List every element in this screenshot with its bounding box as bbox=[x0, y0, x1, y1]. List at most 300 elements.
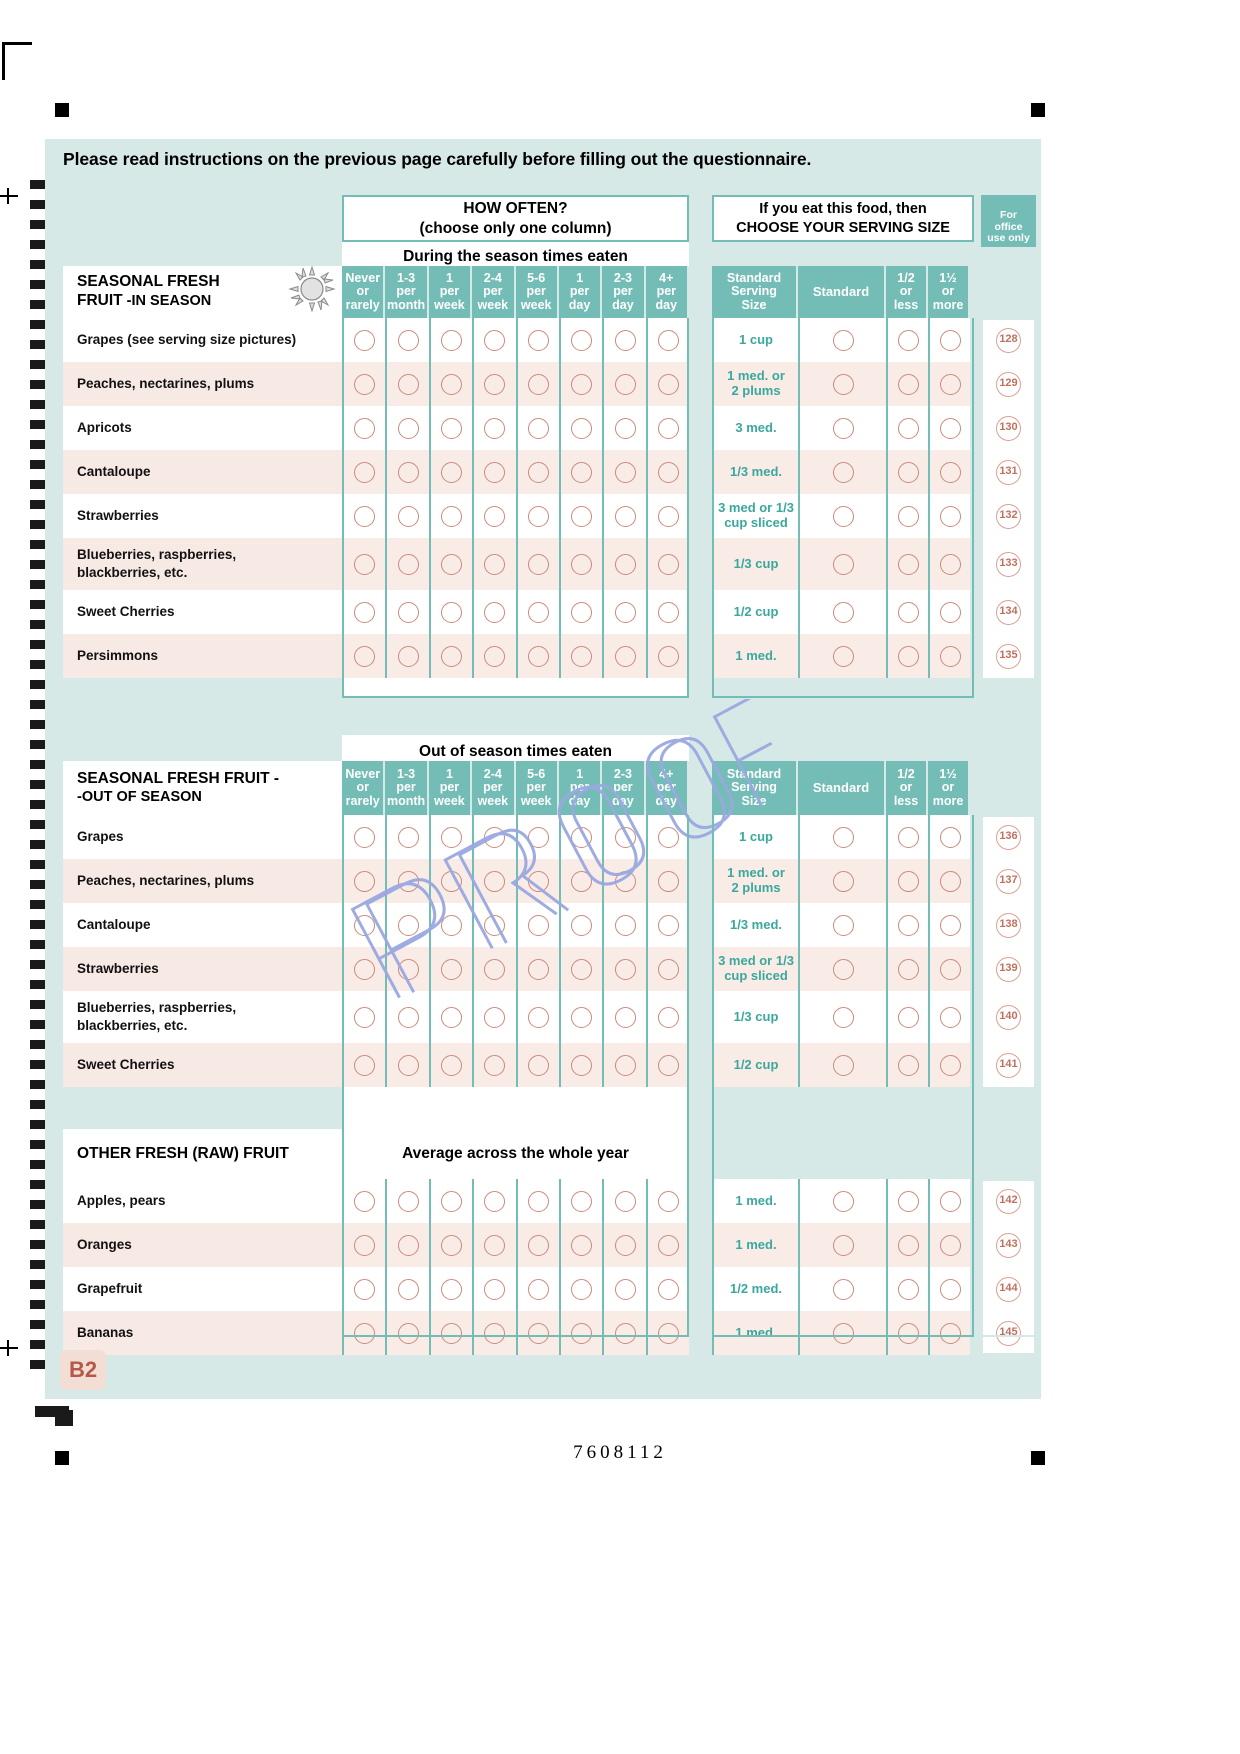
radio-bubble[interactable] bbox=[398, 1007, 419, 1028]
radio-bubble[interactable] bbox=[658, 1007, 679, 1028]
serving-half-or-less-cell[interactable] bbox=[886, 815, 928, 859]
frequency-option-cell[interactable] bbox=[342, 538, 385, 590]
serving-half-or-less-cell[interactable] bbox=[886, 1267, 928, 1311]
radio-bubble[interactable] bbox=[940, 1279, 961, 1300]
radio-bubble[interactable] bbox=[615, 374, 636, 395]
radio-bubble[interactable] bbox=[658, 871, 679, 892]
radio-bubble[interactable] bbox=[528, 462, 549, 483]
frequency-option-cell[interactable] bbox=[559, 947, 602, 991]
radio-bubble[interactable] bbox=[898, 1191, 919, 1212]
radio-bubble[interactable] bbox=[528, 374, 549, 395]
frequency-option-cell[interactable] bbox=[559, 494, 602, 538]
serving-one-and-half-or-more-cell[interactable] bbox=[928, 991, 970, 1043]
serving-one-and-half-or-more-cell[interactable] bbox=[928, 1179, 970, 1223]
radio-bubble[interactable] bbox=[484, 330, 505, 351]
radio-bubble[interactable] bbox=[484, 915, 505, 936]
radio-bubble[interactable] bbox=[940, 915, 961, 936]
radio-bubble[interactable] bbox=[615, 1007, 636, 1028]
frequency-option-cell[interactable] bbox=[429, 903, 472, 947]
radio-bubble[interactable] bbox=[354, 1235, 375, 1256]
frequency-option-cell[interactable] bbox=[472, 590, 515, 634]
serving-standard-cell[interactable] bbox=[798, 1267, 886, 1311]
frequency-option-cell[interactable] bbox=[516, 634, 559, 678]
radio-bubble[interactable] bbox=[615, 554, 636, 575]
frequency-option-cell[interactable] bbox=[385, 494, 428, 538]
radio-bubble[interactable] bbox=[528, 1007, 549, 1028]
frequency-option-cell[interactable] bbox=[646, 947, 689, 991]
radio-bubble[interactable] bbox=[398, 462, 419, 483]
serving-one-and-half-or-more-cell[interactable] bbox=[928, 815, 970, 859]
radio-bubble[interactable] bbox=[484, 1007, 505, 1028]
radio-bubble[interactable] bbox=[484, 1235, 505, 1256]
radio-bubble[interactable] bbox=[898, 418, 919, 439]
radio-bubble[interactable] bbox=[615, 462, 636, 483]
radio-bubble[interactable] bbox=[940, 1191, 961, 1212]
radio-bubble[interactable] bbox=[658, 646, 679, 667]
serving-half-or-less-cell[interactable] bbox=[886, 991, 928, 1043]
frequency-option-cell[interactable] bbox=[385, 859, 428, 903]
frequency-option-cell[interactable] bbox=[602, 1267, 645, 1311]
radio-bubble[interactable] bbox=[528, 1279, 549, 1300]
radio-bubble[interactable] bbox=[528, 554, 549, 575]
serving-standard-cell[interactable] bbox=[798, 538, 886, 590]
frequency-option-cell[interactable] bbox=[385, 947, 428, 991]
frequency-option-cell[interactable] bbox=[342, 947, 385, 991]
radio-bubble[interactable] bbox=[833, 462, 854, 483]
frequency-option-cell[interactable] bbox=[646, 634, 689, 678]
radio-bubble[interactable] bbox=[833, 1055, 854, 1076]
radio-bubble[interactable] bbox=[528, 1191, 549, 1212]
radio-bubble[interactable] bbox=[484, 374, 505, 395]
radio-bubble[interactable] bbox=[940, 827, 961, 848]
radio-bubble[interactable] bbox=[898, 554, 919, 575]
radio-bubble[interactable] bbox=[940, 646, 961, 667]
frequency-option-cell[interactable] bbox=[429, 494, 472, 538]
frequency-option-cell[interactable] bbox=[385, 815, 428, 859]
frequency-option-cell[interactable] bbox=[385, 634, 428, 678]
frequency-option-cell[interactable] bbox=[429, 859, 472, 903]
frequency-option-cell[interactable] bbox=[429, 1311, 472, 1355]
frequency-option-cell[interactable] bbox=[472, 318, 515, 362]
frequency-option-cell[interactable] bbox=[342, 318, 385, 362]
radio-bubble[interactable] bbox=[833, 827, 854, 848]
frequency-option-cell[interactable] bbox=[516, 991, 559, 1043]
radio-bubble[interactable] bbox=[615, 330, 636, 351]
radio-bubble[interactable] bbox=[833, 1279, 854, 1300]
radio-bubble[interactable] bbox=[354, 1279, 375, 1300]
frequency-option-cell[interactable] bbox=[342, 634, 385, 678]
radio-bubble[interactable] bbox=[528, 915, 549, 936]
radio-bubble[interactable] bbox=[571, 1235, 592, 1256]
frequency-option-cell[interactable] bbox=[429, 991, 472, 1043]
frequency-option-cell[interactable] bbox=[602, 450, 645, 494]
frequency-option-cell[interactable] bbox=[516, 450, 559, 494]
radio-bubble[interactable] bbox=[898, 1007, 919, 1028]
frequency-option-cell[interactable] bbox=[559, 859, 602, 903]
frequency-option-cell[interactable] bbox=[516, 815, 559, 859]
radio-bubble[interactable] bbox=[484, 959, 505, 980]
radio-bubble[interactable] bbox=[833, 554, 854, 575]
radio-bubble[interactable] bbox=[571, 871, 592, 892]
radio-bubble[interactable] bbox=[354, 871, 375, 892]
frequency-option-cell[interactable] bbox=[646, 815, 689, 859]
serving-standard-cell[interactable] bbox=[798, 903, 886, 947]
radio-bubble[interactable] bbox=[398, 418, 419, 439]
radio-bubble[interactable] bbox=[898, 959, 919, 980]
frequency-option-cell[interactable] bbox=[472, 634, 515, 678]
radio-bubble[interactable] bbox=[898, 646, 919, 667]
radio-bubble[interactable] bbox=[615, 959, 636, 980]
radio-bubble[interactable] bbox=[940, 330, 961, 351]
radio-bubble[interactable] bbox=[441, 1191, 462, 1212]
radio-bubble[interactable] bbox=[571, 602, 592, 623]
radio-bubble[interactable] bbox=[484, 1191, 505, 1212]
serving-half-or-less-cell[interactable] bbox=[886, 859, 928, 903]
radio-bubble[interactable] bbox=[571, 554, 592, 575]
radio-bubble[interactable] bbox=[528, 959, 549, 980]
radio-bubble[interactable] bbox=[571, 1055, 592, 1076]
serving-standard-cell[interactable] bbox=[798, 362, 886, 406]
radio-bubble[interactable] bbox=[398, 1235, 419, 1256]
frequency-option-cell[interactable] bbox=[385, 538, 428, 590]
frequency-option-cell[interactable] bbox=[602, 494, 645, 538]
frequency-option-cell[interactable] bbox=[559, 590, 602, 634]
radio-bubble[interactable] bbox=[441, 646, 462, 667]
radio-bubble[interactable] bbox=[484, 871, 505, 892]
radio-bubble[interactable] bbox=[898, 915, 919, 936]
frequency-option-cell[interactable] bbox=[429, 318, 472, 362]
radio-bubble[interactable] bbox=[354, 462, 375, 483]
radio-bubble[interactable] bbox=[571, 827, 592, 848]
radio-bubble[interactable] bbox=[940, 418, 961, 439]
radio-bubble[interactable] bbox=[833, 915, 854, 936]
radio-bubble[interactable] bbox=[441, 506, 462, 527]
frequency-option-cell[interactable] bbox=[602, 1043, 645, 1087]
radio-bubble[interactable] bbox=[833, 1007, 854, 1028]
frequency-option-cell[interactable] bbox=[602, 406, 645, 450]
radio-bubble[interactable] bbox=[354, 554, 375, 575]
frequency-option-cell[interactable] bbox=[429, 1043, 472, 1087]
serving-standard-cell[interactable] bbox=[798, 450, 886, 494]
radio-bubble[interactable] bbox=[658, 554, 679, 575]
radio-bubble[interactable] bbox=[441, 462, 462, 483]
frequency-option-cell[interactable] bbox=[342, 991, 385, 1043]
radio-bubble[interactable] bbox=[441, 1279, 462, 1300]
radio-bubble[interactable] bbox=[615, 506, 636, 527]
serving-half-or-less-cell[interactable] bbox=[886, 903, 928, 947]
serving-standard-cell[interactable] bbox=[798, 406, 886, 450]
frequency-option-cell[interactable] bbox=[559, 1267, 602, 1311]
radio-bubble[interactable] bbox=[940, 1235, 961, 1256]
radio-bubble[interactable] bbox=[441, 1323, 462, 1344]
radio-bubble[interactable] bbox=[571, 418, 592, 439]
frequency-option-cell[interactable] bbox=[429, 634, 472, 678]
radio-bubble[interactable] bbox=[658, 1279, 679, 1300]
radio-bubble[interactable] bbox=[354, 827, 375, 848]
frequency-option-cell[interactable] bbox=[342, 494, 385, 538]
radio-bubble[interactable] bbox=[571, 959, 592, 980]
frequency-option-cell[interactable] bbox=[602, 903, 645, 947]
serving-one-and-half-or-more-cell[interactable] bbox=[928, 1223, 970, 1267]
radio-bubble[interactable] bbox=[615, 646, 636, 667]
radio-bubble[interactable] bbox=[528, 506, 549, 527]
frequency-option-cell[interactable] bbox=[559, 538, 602, 590]
serving-half-or-less-cell[interactable] bbox=[886, 634, 928, 678]
frequency-option-cell[interactable] bbox=[559, 634, 602, 678]
frequency-option-cell[interactable] bbox=[602, 538, 645, 590]
radio-bubble[interactable] bbox=[940, 959, 961, 980]
frequency-option-cell[interactable] bbox=[429, 362, 472, 406]
radio-bubble[interactable] bbox=[898, 1323, 919, 1344]
frequency-option-cell[interactable] bbox=[646, 991, 689, 1043]
serving-one-and-half-or-more-cell[interactable] bbox=[928, 494, 970, 538]
serving-one-and-half-or-more-cell[interactable] bbox=[928, 947, 970, 991]
frequency-option-cell[interactable] bbox=[646, 590, 689, 634]
radio-bubble[interactable] bbox=[398, 330, 419, 351]
radio-bubble[interactable] bbox=[484, 1323, 505, 1344]
frequency-option-cell[interactable] bbox=[472, 991, 515, 1043]
frequency-option-cell[interactable] bbox=[516, 538, 559, 590]
radio-bubble[interactable] bbox=[898, 330, 919, 351]
frequency-option-cell[interactable] bbox=[559, 1179, 602, 1223]
frequency-option-cell[interactable] bbox=[342, 903, 385, 947]
frequency-option-cell[interactable] bbox=[342, 1311, 385, 1355]
radio-bubble[interactable] bbox=[398, 1055, 419, 1076]
frequency-option-cell[interactable] bbox=[342, 815, 385, 859]
serving-half-or-less-cell[interactable] bbox=[886, 590, 928, 634]
frequency-option-cell[interactable] bbox=[342, 450, 385, 494]
frequency-option-cell[interactable] bbox=[646, 1179, 689, 1223]
serving-standard-cell[interactable] bbox=[798, 947, 886, 991]
radio-bubble[interactable] bbox=[398, 1191, 419, 1212]
radio-bubble[interactable] bbox=[528, 1235, 549, 1256]
serving-one-and-half-or-more-cell[interactable] bbox=[928, 362, 970, 406]
frequency-option-cell[interactable] bbox=[385, 1311, 428, 1355]
frequency-option-cell[interactable] bbox=[472, 1179, 515, 1223]
frequency-option-cell[interactable] bbox=[342, 1267, 385, 1311]
radio-bubble[interactable] bbox=[940, 506, 961, 527]
frequency-option-cell[interactable] bbox=[385, 1223, 428, 1267]
radio-bubble[interactable] bbox=[441, 871, 462, 892]
radio-bubble[interactable] bbox=[658, 330, 679, 351]
radio-bubble[interactable] bbox=[898, 602, 919, 623]
serving-standard-cell[interactable] bbox=[798, 815, 886, 859]
radio-bubble[interactable] bbox=[398, 554, 419, 575]
serving-standard-cell[interactable] bbox=[798, 859, 886, 903]
frequency-option-cell[interactable] bbox=[472, 1043, 515, 1087]
radio-bubble[interactable] bbox=[484, 554, 505, 575]
radio-bubble[interactable] bbox=[398, 374, 419, 395]
radio-bubble[interactable] bbox=[898, 1279, 919, 1300]
radio-bubble[interactable] bbox=[354, 1323, 375, 1344]
radio-bubble[interactable] bbox=[940, 1323, 961, 1344]
serving-half-or-less-cell[interactable] bbox=[886, 406, 928, 450]
radio-bubble[interactable] bbox=[833, 871, 854, 892]
radio-bubble[interactable] bbox=[615, 1191, 636, 1212]
serving-half-or-less-cell[interactable] bbox=[886, 1179, 928, 1223]
frequency-option-cell[interactable] bbox=[429, 450, 472, 494]
radio-bubble[interactable] bbox=[940, 462, 961, 483]
frequency-option-cell[interactable] bbox=[559, 903, 602, 947]
frequency-option-cell[interactable] bbox=[385, 1043, 428, 1087]
radio-bubble[interactable] bbox=[528, 602, 549, 623]
radio-bubble[interactable] bbox=[441, 1007, 462, 1028]
frequency-option-cell[interactable] bbox=[646, 362, 689, 406]
frequency-option-cell[interactable] bbox=[342, 859, 385, 903]
frequency-option-cell[interactable] bbox=[385, 991, 428, 1043]
serving-one-and-half-or-more-cell[interactable] bbox=[928, 1311, 970, 1355]
radio-bubble[interactable] bbox=[528, 330, 549, 351]
serving-one-and-half-or-more-cell[interactable] bbox=[928, 318, 970, 362]
frequency-option-cell[interactable] bbox=[559, 815, 602, 859]
radio-bubble[interactable] bbox=[615, 602, 636, 623]
frequency-option-cell[interactable] bbox=[472, 494, 515, 538]
radio-bubble[interactable] bbox=[441, 330, 462, 351]
radio-bubble[interactable] bbox=[833, 1235, 854, 1256]
radio-bubble[interactable] bbox=[615, 1279, 636, 1300]
radio-bubble[interactable] bbox=[354, 330, 375, 351]
radio-bubble[interactable] bbox=[615, 827, 636, 848]
frequency-option-cell[interactable] bbox=[646, 859, 689, 903]
radio-bubble[interactable] bbox=[484, 462, 505, 483]
radio-bubble[interactable] bbox=[615, 1055, 636, 1076]
frequency-option-cell[interactable] bbox=[472, 1223, 515, 1267]
frequency-option-cell[interactable] bbox=[472, 1311, 515, 1355]
frequency-option-cell[interactable] bbox=[516, 947, 559, 991]
radio-bubble[interactable] bbox=[398, 506, 419, 527]
radio-bubble[interactable] bbox=[484, 646, 505, 667]
frequency-option-cell[interactable] bbox=[385, 903, 428, 947]
radio-bubble[interactable] bbox=[354, 1191, 375, 1212]
frequency-option-cell[interactable] bbox=[429, 1267, 472, 1311]
serving-one-and-half-or-more-cell[interactable] bbox=[928, 1043, 970, 1087]
radio-bubble[interactable] bbox=[658, 1191, 679, 1212]
frequency-option-cell[interactable] bbox=[559, 406, 602, 450]
frequency-option-cell[interactable] bbox=[646, 1043, 689, 1087]
radio-bubble[interactable] bbox=[398, 871, 419, 892]
radio-bubble[interactable] bbox=[658, 915, 679, 936]
serving-one-and-half-or-more-cell[interactable] bbox=[928, 859, 970, 903]
radio-bubble[interactable] bbox=[484, 418, 505, 439]
radio-bubble[interactable] bbox=[441, 554, 462, 575]
radio-bubble[interactable] bbox=[441, 915, 462, 936]
frequency-option-cell[interactable] bbox=[429, 947, 472, 991]
radio-bubble[interactable] bbox=[658, 506, 679, 527]
frequency-option-cell[interactable] bbox=[602, 859, 645, 903]
frequency-option-cell[interactable] bbox=[385, 1179, 428, 1223]
serving-standard-cell[interactable] bbox=[798, 1311, 886, 1355]
frequency-option-cell[interactable] bbox=[602, 1311, 645, 1355]
frequency-option-cell[interactable] bbox=[429, 406, 472, 450]
serving-one-and-half-or-more-cell[interactable] bbox=[928, 450, 970, 494]
radio-bubble[interactable] bbox=[354, 506, 375, 527]
radio-bubble[interactable] bbox=[528, 1055, 549, 1076]
radio-bubble[interactable] bbox=[833, 374, 854, 395]
frequency-option-cell[interactable] bbox=[602, 590, 645, 634]
frequency-option-cell[interactable] bbox=[472, 362, 515, 406]
frequency-option-cell[interactable] bbox=[385, 318, 428, 362]
frequency-option-cell[interactable] bbox=[646, 903, 689, 947]
radio-bubble[interactable] bbox=[441, 827, 462, 848]
frequency-option-cell[interactable] bbox=[559, 1223, 602, 1267]
radio-bubble[interactable] bbox=[354, 959, 375, 980]
radio-bubble[interactable] bbox=[484, 506, 505, 527]
serving-standard-cell[interactable] bbox=[798, 991, 886, 1043]
radio-bubble[interactable] bbox=[528, 646, 549, 667]
frequency-option-cell[interactable] bbox=[429, 1223, 472, 1267]
frequency-option-cell[interactable] bbox=[429, 538, 472, 590]
frequency-option-cell[interactable] bbox=[429, 1179, 472, 1223]
frequency-option-cell[interactable] bbox=[516, 494, 559, 538]
serving-half-or-less-cell[interactable] bbox=[886, 318, 928, 362]
radio-bubble[interactable] bbox=[571, 462, 592, 483]
radio-bubble[interactable] bbox=[658, 959, 679, 980]
serving-half-or-less-cell[interactable] bbox=[886, 494, 928, 538]
serving-half-or-less-cell[interactable] bbox=[886, 450, 928, 494]
frequency-option-cell[interactable] bbox=[429, 590, 472, 634]
radio-bubble[interactable] bbox=[441, 418, 462, 439]
radio-bubble[interactable] bbox=[441, 959, 462, 980]
frequency-option-cell[interactable] bbox=[385, 406, 428, 450]
radio-bubble[interactable] bbox=[528, 418, 549, 439]
frequency-option-cell[interactable] bbox=[472, 859, 515, 903]
serving-half-or-less-cell[interactable] bbox=[886, 1311, 928, 1355]
radio-bubble[interactable] bbox=[528, 827, 549, 848]
frequency-option-cell[interactable] bbox=[342, 1043, 385, 1087]
frequency-option-cell[interactable] bbox=[516, 1043, 559, 1087]
radio-bubble[interactable] bbox=[354, 418, 375, 439]
frequency-option-cell[interactable] bbox=[385, 1267, 428, 1311]
radio-bubble[interactable] bbox=[940, 1007, 961, 1028]
radio-bubble[interactable] bbox=[833, 959, 854, 980]
frequency-option-cell[interactable] bbox=[646, 406, 689, 450]
frequency-option-cell[interactable] bbox=[429, 815, 472, 859]
frequency-option-cell[interactable] bbox=[646, 1223, 689, 1267]
frequency-option-cell[interactable] bbox=[472, 406, 515, 450]
frequency-option-cell[interactable] bbox=[559, 450, 602, 494]
frequency-option-cell[interactable] bbox=[472, 903, 515, 947]
frequency-option-cell[interactable] bbox=[559, 1311, 602, 1355]
serving-one-and-half-or-more-cell[interactable] bbox=[928, 1267, 970, 1311]
radio-bubble[interactable] bbox=[398, 959, 419, 980]
serving-half-or-less-cell[interactable] bbox=[886, 1223, 928, 1267]
radio-bubble[interactable] bbox=[833, 602, 854, 623]
radio-bubble[interactable] bbox=[898, 1055, 919, 1076]
frequency-option-cell[interactable] bbox=[385, 590, 428, 634]
radio-bubble[interactable] bbox=[571, 506, 592, 527]
radio-bubble[interactable] bbox=[441, 1235, 462, 1256]
radio-bubble[interactable] bbox=[658, 462, 679, 483]
radio-bubble[interactable] bbox=[615, 1323, 636, 1344]
radio-bubble[interactable] bbox=[571, 1191, 592, 1212]
frequency-option-cell[interactable] bbox=[602, 1223, 645, 1267]
serving-standard-cell[interactable] bbox=[798, 634, 886, 678]
radio-bubble[interactable] bbox=[833, 330, 854, 351]
serving-one-and-half-or-more-cell[interactable] bbox=[928, 406, 970, 450]
radio-bubble[interactable] bbox=[615, 1235, 636, 1256]
radio-bubble[interactable] bbox=[571, 646, 592, 667]
frequency-option-cell[interactable] bbox=[342, 1223, 385, 1267]
frequency-option-cell[interactable] bbox=[516, 1311, 559, 1355]
frequency-option-cell[interactable] bbox=[602, 947, 645, 991]
radio-bubble[interactable] bbox=[484, 827, 505, 848]
radio-bubble[interactable] bbox=[441, 602, 462, 623]
radio-bubble[interactable] bbox=[833, 1323, 854, 1344]
radio-bubble[interactable] bbox=[615, 915, 636, 936]
radio-bubble[interactable] bbox=[484, 1279, 505, 1300]
serving-half-or-less-cell[interactable] bbox=[886, 362, 928, 406]
frequency-option-cell[interactable] bbox=[559, 318, 602, 362]
